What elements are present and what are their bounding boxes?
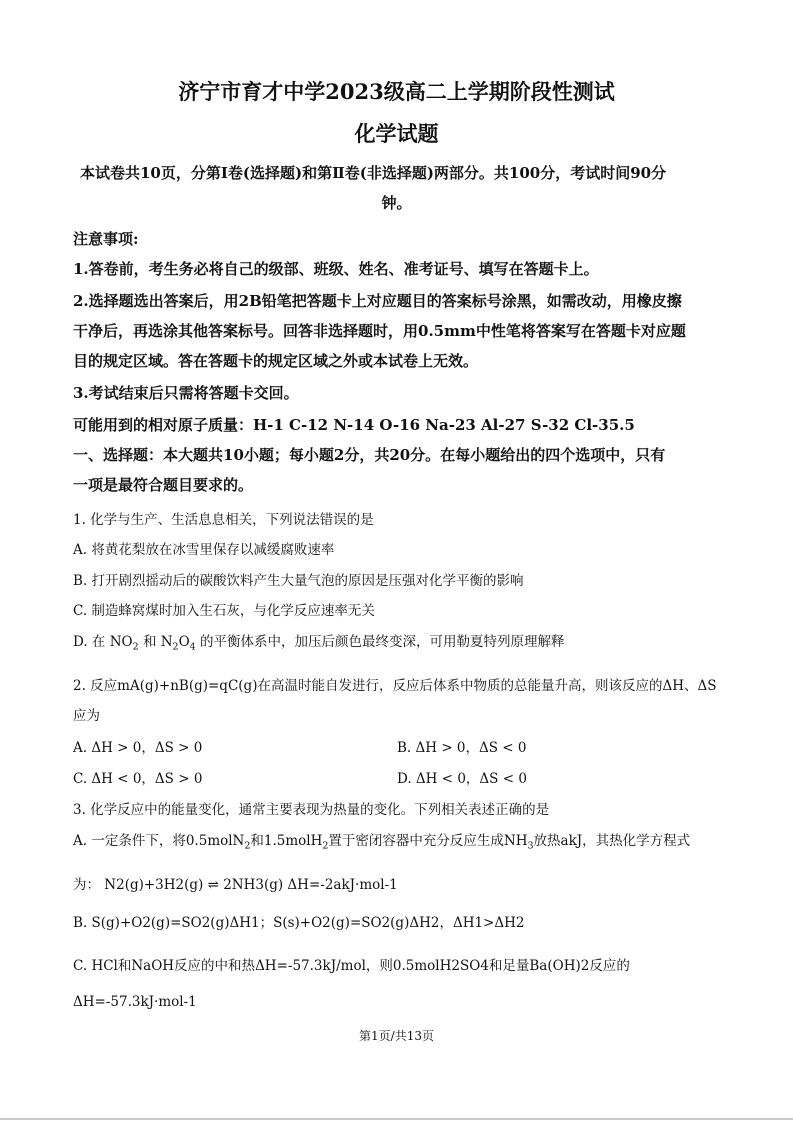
section-1-line-2: 一项是最符合题目要求的。 <box>73 476 254 494</box>
q3-option-a-line-2: 为： N2(g)+3H2(g) ⇌ 2NH3(g) ΔH=-2akJ·mol-1 <box>73 877 398 893</box>
q3-option-c-line-1: C. HCl和NaOH反应的中和热ΔH=-57.3kJ/mol，则0.5molH2SO4和足量Ba(OH)2反应的 <box>73 958 630 974</box>
q2-option-c: C. ΔH < 0，ΔS > 0 <box>73 771 203 787</box>
q1-option-b: B. 打开剧烈摇动后的碳酸饮料产生大量气泡的原因是压强对化学平衡的影响 <box>73 573 524 589</box>
notes-heading: 注意事项: <box>73 230 139 248</box>
q2-option-b: B. ΔH > 0，ΔS < 0 <box>397 740 527 756</box>
q1-stem: 1. 化学与生产、生活息息相关，下列说法错误的是 <box>73 512 374 528</box>
atomic-mass-line: 可能用到的相对原子质量：H-1 C-12 N-14 O-16 Na-23 Al-27 S-32 Cl-35.5 <box>73 416 635 434</box>
note-2-line-1: 2.选择题选出答案后，用2B铅笔把答题卡上对应题目的答案标号涂黑，如需改动，用橡皮擦 <box>73 292 682 310</box>
q2-stem-line-2: 应为 <box>73 708 100 724</box>
intro-line-1: 本试卷共10页，分第Ⅰ卷(选择题)和第Ⅱ卷(非选择题)两部分。共100分，考试时间90分 <box>80 164 667 182</box>
q1-option-a: A. 将黄花梨放在冰雪里保存以减缓腐败速率 <box>73 542 335 558</box>
q3-stem: 3. 化学反应中的能量变化，通常主要表现为热量的变化。下列相关表述正确的是 <box>73 802 550 818</box>
note-1: 1.答卷前，考生务必将自己的级部、班级、姓名、准考证号、填写在答题卡上。 <box>73 260 599 278</box>
formula-n2o4: $N_2O_4$ <box>160 634 196 653</box>
subject-title: 化学试题 <box>354 121 439 146</box>
page-footer: 第1页/共13页 <box>359 1029 434 1043</box>
note-3: 3.考试结束后只需将答题卡交回。 <box>73 384 299 402</box>
section-1-line-1: 一、选择题：本大题共10小题；每小题2分，共20分。在每小题给出的四个选项中，只有 <box>73 446 666 464</box>
note-2-line-3: 目的规定区域。答在答题卡的规定区域之外或本试卷上无效。 <box>73 352 479 370</box>
q2-option-a: A. ΔH > 0，ΔS > 0 <box>73 740 203 756</box>
q3-option-c-line-2: ΔH=-57.3kJ·mol-1 <box>73 994 197 1010</box>
q3-option-b: B. S(g)+O2(g)=SO2(g)ΔH1；S(s)+O2(g)=SO2(g)ΔH2，ΔH1>ΔH2 <box>73 915 525 931</box>
note-2-line-2: 干净后，再选涂其他答案标号。回答非选择题时，用0.5mm中性笔将答案写在答题卡对应题 <box>73 322 686 340</box>
q3-option-b-equation: S(g)+O2(g)=SO2(g)ΔH1；S(s)+O2(g)=SO2(g)ΔH2，ΔH1>ΔH2 <box>91 915 525 931</box>
intro-line-2: 钟。 <box>381 194 412 212</box>
exam-title: 济宁市育才中学2023级高二上学期阶段性测试 <box>178 79 615 104</box>
q3-option-a-line-1: A. 一定条件下，将0.5molN$_2$和1.5molH$_2$置于密闭容器中充分反应生成$NH_3$放热akJ，其热化学方程式 <box>73 833 691 852</box>
q2-stem-line-1: 2. 反应mA(g)+nB(g)=qC(g)在高温时能自发进行，反应后体系中物质的总能量升高，则该反应的ΔH、ΔS <box>73 678 717 694</box>
q1-option-c: C. 制造蜂窝煤时加入生石灰，与化学反应速率无关 <box>73 603 375 619</box>
q2-option-d: D. ΔH < 0，ΔS < 0 <box>397 771 527 787</box>
bottom-rule <box>0 1118 793 1120</box>
formula-no2: $NO_2$ <box>109 634 139 653</box>
q3-option-a-equation: N2(g)+3H2(g) ⇌ 2NH3(g) ΔH=-2akJ·mol-1 <box>104 877 398 893</box>
q1-option-d: D. 在 $NO_2$ 和 $N_2O_4$ 的平衡体系中，加压后颜色最终变深，可用勒夏特列原理解释 <box>73 634 565 653</box>
